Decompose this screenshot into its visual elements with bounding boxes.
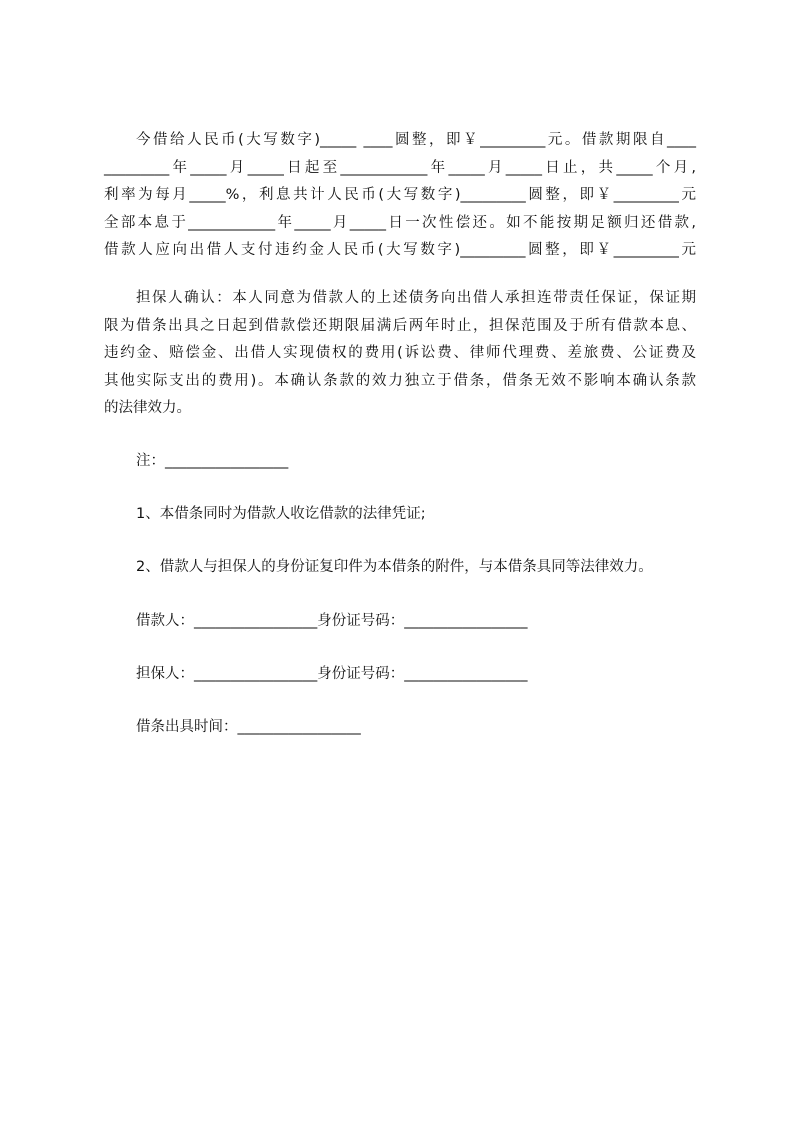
loan-clause-line-3: 利率为每月_____%，利息共计人民币(大写数字)_________圆整，即￥_________元 (104, 187, 696, 203)
guarantor-clause-line-5: 的法律效力。 (104, 400, 191, 416)
note-item-1: 1、本借条同时为借款人收讫借款的法律凭证; (136, 506, 426, 522)
guarantor-clause-line-2: 限为借条出具之日起到借款偿还期限届满后两年时止，担保范围及于所有借款本息、 (104, 317, 696, 334)
loan-clause-paragraph (104, 127, 696, 265)
loan-clause-line-2: _________年_____月_____日起至____________年_____月_____日止，共_____个月, (104, 159, 696, 176)
issue-date-line: 借条出具时间：_________________ (136, 719, 361, 735)
borrower-signature-line: 借款人：_________________身份证号码：_________________ (136, 613, 528, 629)
note-item-2: 2、借款人与担保人的身份证复印件为本借条的附件，与本借条具同等法律效力。 (136, 559, 653, 575)
loan-clause-line-1: 今借给人民币(大写数字)_____ ____圆整，即￥_________元。借款期限自____ (136, 132, 696, 148)
loan-clause-line-5: 借款人应向出借人支付违约金人民币(大写数字)_________圆整，即￥_________元 (104, 242, 696, 258)
loan-clause-line-4: 全部本息于____________年_____月_____日一次性偿还。如不能按期足额归还借款, (104, 214, 696, 231)
guarantor-clause-paragraph (104, 285, 696, 423)
guarantor-clause-line-4: 其他实际支出的费用)。本确认条款的效力独立于借条，借条无效不影响本确认条款 (104, 372, 696, 389)
guarantor-signature-line: 担保人：_________________身份证号码：_________________ (136, 666, 528, 682)
guarantor-clause-line-1: 担保人确认：本人同意为借款人的上述债务向出借人承担连带责任保证，保证期 (136, 290, 696, 306)
guarantor-clause-line-3: 违约金、赔偿金、出借人实现债权的费用(诉讼费、律师代理费、差旅费、公证费及 (104, 345, 696, 361)
note-label: 注：_________________ (136, 453, 289, 469)
